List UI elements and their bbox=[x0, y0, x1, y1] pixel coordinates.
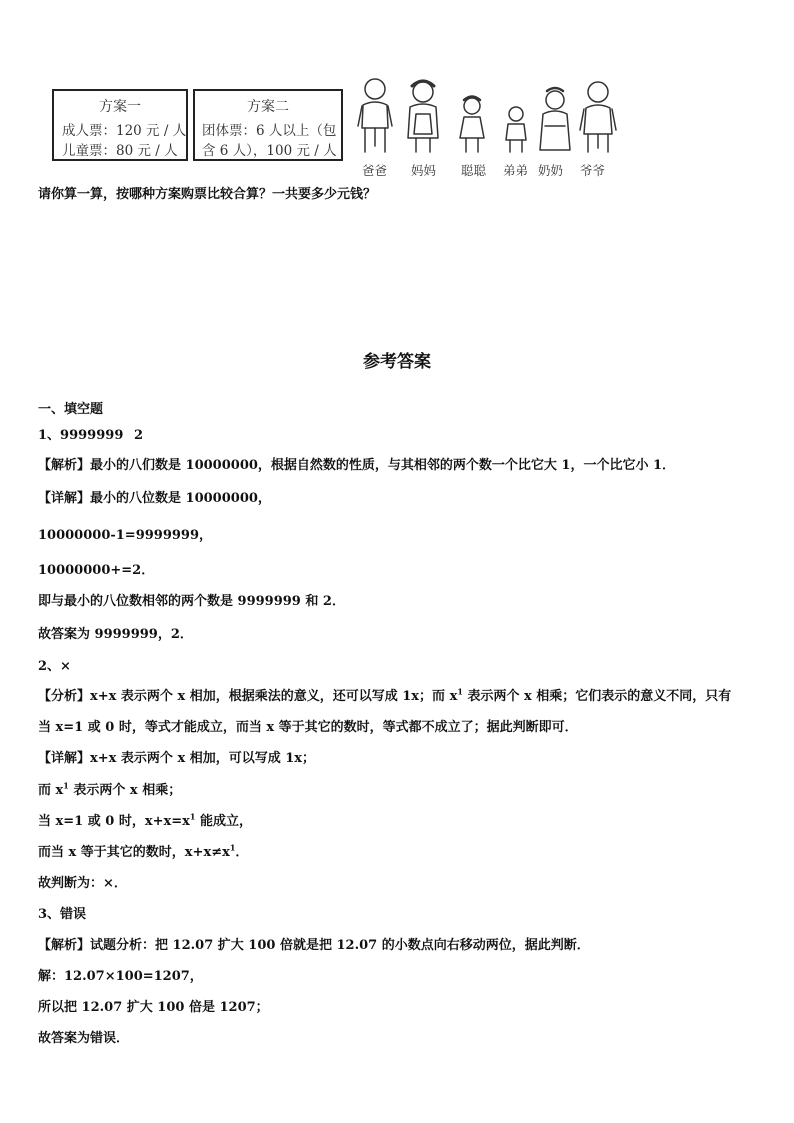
plan-one-child: 儿童票：80 元 / 人 bbox=[62, 143, 178, 159]
q3-analysis bbox=[38, 938, 590, 954]
mom-figure bbox=[408, 81, 438, 152]
family-label-mom: 妈妈 bbox=[411, 163, 437, 178]
q2-analysis-sup: 1 bbox=[457, 686, 463, 697]
family-label-brother: 弟弟 bbox=[503, 163, 529, 178]
q2-analysis-a: x+x 表示两个 x 相加，根据乘法的意义，还可以写成 1x；而 x bbox=[90, 689, 458, 704]
q1-analysis-text: 最小的八们数是 10000000，根据自然数的性质，与其相邻的两个数一个比它大 1，一个比它小 1． bbox=[90, 458, 676, 473]
plan-two-box bbox=[193, 89, 343, 161]
congcong-figure bbox=[460, 97, 484, 153]
q3-solution: 解：12.07×100=1207， bbox=[38, 969, 203, 984]
q2-line-a-sup: 1 bbox=[63, 780, 69, 791]
q2-analysis bbox=[38, 686, 732, 705]
q2-detail-tag: 【详解】 bbox=[38, 751, 91, 766]
answers-title: 参考答案 bbox=[363, 352, 431, 372]
q2-line-b bbox=[38, 811, 252, 830]
q3-number: 3、错误 bbox=[38, 907, 87, 922]
grandpa-figure bbox=[580, 82, 616, 152]
q2-line-b-sup: 1 bbox=[189, 811, 196, 822]
q2-analysis-b: 表示两个 x 相乘；它们表示的意义不同，只有 bbox=[462, 689, 732, 704]
q2-analysis-tag: 【分析】 bbox=[38, 689, 91, 704]
plan-two-line2: 含 6 人），100 元 / 人 bbox=[202, 143, 337, 159]
q1-calc1: 10000000-1=9999999， bbox=[38, 528, 213, 543]
family-label-grandma: 奶奶 bbox=[538, 163, 564, 178]
q2-line-b1: 当 x=1 或 0 时，x+x=x bbox=[38, 814, 190, 829]
q2-line-c1: 而当 x 等于其它的数时，x+x≠x bbox=[38, 845, 230, 860]
q1-calc2: 10000000+=2． bbox=[38, 563, 155, 578]
question-text: 请你算一算，按哪种方案购票比较合算？一共要多少元钱？ bbox=[38, 187, 377, 202]
q3-analysis-tag: 【解析】 bbox=[38, 938, 91, 953]
q2-line-a1: 而 x bbox=[38, 783, 64, 798]
family-label-dad: 爸爸 bbox=[362, 163, 388, 178]
q2-line-a bbox=[38, 780, 182, 799]
q2-line-b2: 能成立， bbox=[195, 814, 252, 829]
plan-two-line1: 团体票：6 人以上（包 bbox=[202, 123, 337, 139]
q2-number: 2、× bbox=[38, 659, 71, 674]
plan-one-title: 方案一 bbox=[99, 99, 141, 115]
q1-final: 故答案为 9999999，2． bbox=[38, 627, 193, 642]
plan-one-box bbox=[52, 89, 188, 161]
q2-line-a2: 表示两个 x 相乘； bbox=[68, 783, 182, 798]
q2-line-c bbox=[38, 842, 249, 861]
q1-second-answer: 2 bbox=[134, 428, 144, 443]
plan-one-adult: 成人票：120 元 / 人 bbox=[62, 123, 187, 139]
grandma-figure bbox=[540, 88, 570, 150]
q1-detail-tag: 【详解】 bbox=[38, 491, 91, 506]
q3-conclusion: 所以把 12.07 扩大 100 倍是 1207； bbox=[38, 1000, 269, 1015]
section-heading: 一、填空题 bbox=[38, 402, 104, 417]
q2-line-c2: ． bbox=[235, 845, 249, 860]
q3-analysis-text: 试题分析：把 12.07 扩大 100 倍就是把 12.07 的小数点向右移动两位，据此判断． bbox=[90, 938, 590, 953]
dad-figure bbox=[358, 79, 392, 152]
q2-analysis-line2: 当 x=1 或 0 时，等式才能成立，而当 x 等于其它的数时，等式都不成立了；据此判断即可． bbox=[38, 720, 578, 735]
q3-final: 故答案为错误． bbox=[38, 1031, 130, 1046]
q1-detail bbox=[38, 491, 271, 507]
q1-conclusion: 即与最小的八位数相邻的两个数是 9999999 和 2． bbox=[38, 594, 345, 609]
q2-final: 故判断为：×． bbox=[38, 876, 127, 891]
q2-detail bbox=[38, 751, 315, 767]
q1-analysis bbox=[38, 458, 675, 474]
q1-detail-text: 最小的八位数是 10000000， bbox=[90, 491, 271, 506]
family-label-grandpa: 爷爷 bbox=[580, 163, 606, 178]
family-illustration bbox=[350, 76, 625, 158]
brother-figure bbox=[506, 107, 526, 152]
q1-analysis-tag: 【解析】 bbox=[38, 458, 91, 473]
plan-two-title: 方案二 bbox=[247, 99, 289, 115]
q2-detail-text: x+x 表示两个 x 相加，可以写成 1x； bbox=[90, 751, 316, 766]
family-label-congcong: 聪聪 bbox=[461, 163, 487, 178]
q1-number: 1、9999999 bbox=[38, 428, 124, 443]
q2-line-c-sup: 1 bbox=[229, 842, 236, 853]
